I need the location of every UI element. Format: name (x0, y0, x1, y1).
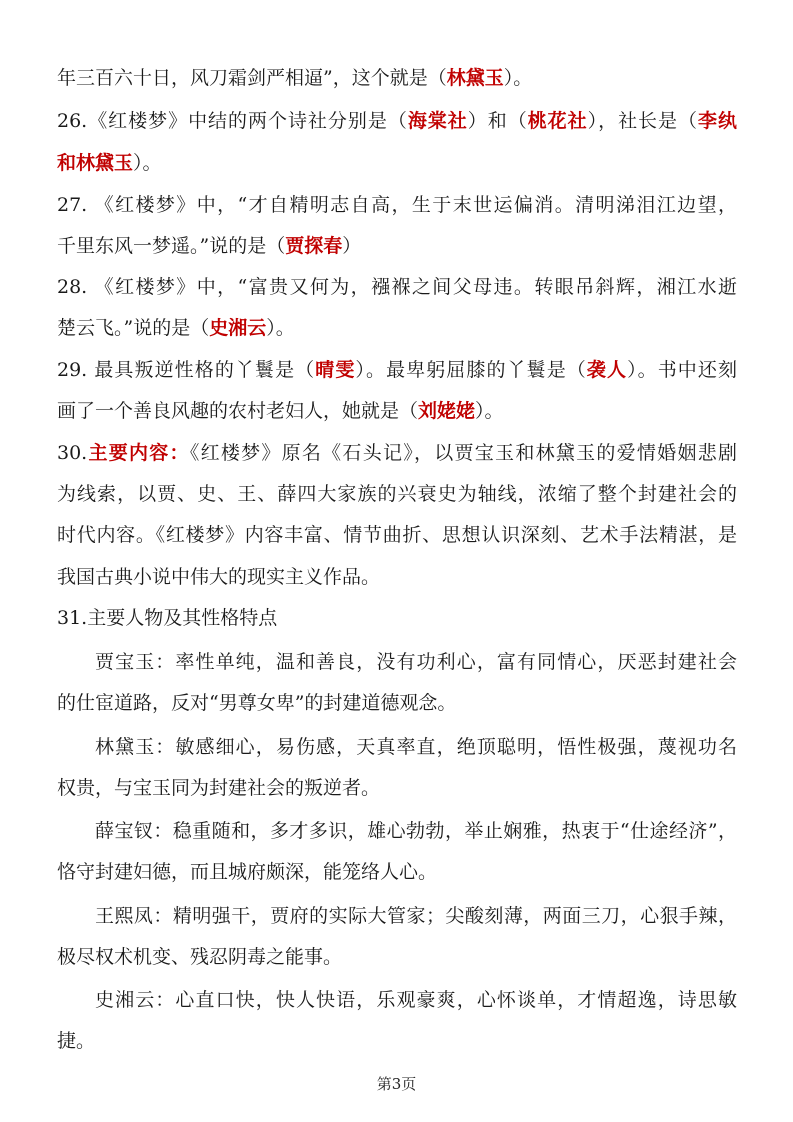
text-line (95, 818, 737, 844)
text-line (57, 65, 737, 91)
text-segment: 28. 《红楼梦》中，“富贵又何为，襁褓之间父母违。转眼吊斜辉，湘江水逝 (57, 276, 737, 298)
answer-text: 海棠社 (407, 110, 468, 132)
text-segment: ），社长是（ (587, 110, 698, 132)
text-segment: 27. 《红楼梦》中，“才自精明志自高，生于末世运偏消。清明涕泪江边望， (57, 194, 737, 216)
text-segment: 极尽权术机变、残忍阴毒之能事。 (57, 946, 343, 968)
text-segment: ）。 (133, 152, 162, 174)
text-segment: ）。 (503, 67, 533, 89)
text-line (95, 903, 737, 929)
text-segment: 权贵，与宝玉同为封建社会的叛逆者。 (57, 777, 381, 799)
text-segment: 30. (57, 442, 88, 464)
answer-text: 和林黛玉 (57, 152, 134, 174)
text-line (57, 233, 737, 259)
text-segment: 29. 最具叛逆性格的丫鬟是（ (57, 359, 316, 381)
text-segment: ）和（ (467, 110, 528, 132)
text-line (57, 944, 737, 970)
text-segment: ）。 (266, 317, 295, 339)
answer-text: 刘姥姥 (418, 400, 476, 422)
text-segment: 林黛玉：敏感细心，易伤感，天真率直，绝顶聪明，悟性极强，蔑视功名 (95, 736, 737, 758)
answer-text: 贾探春 (285, 235, 343, 257)
page-number: 第3页 (376, 1075, 417, 1093)
text-segment: 贾宝玉：率性单纯，温和善良，没有功利心，富有同情心，厌恶封建社会 (95, 651, 737, 673)
text-segment: 年三百六十日，风刀霜剑严相逼”，这个就是（ (57, 67, 447, 89)
text-segment: 的仕宦道路，反对“男尊女卑”的封建道德观念。 (57, 692, 457, 714)
text-segment: 捷。 (57, 1030, 96, 1052)
text-line (95, 649, 737, 675)
text-line (57, 522, 737, 548)
text-line (57, 481, 737, 507)
answer-text: 桃花社 (527, 110, 588, 132)
text-segment: ） (342, 235, 362, 257)
text-line (57, 564, 737, 590)
text-line (57, 357, 737, 383)
text-line (57, 398, 737, 424)
text-segment: 千里东风一梦遥。”说的是（ (57, 235, 286, 257)
text-segment: ）。书中还刻 (627, 359, 737, 381)
text-line (57, 859, 737, 885)
text-segment: 恪守封建妇德，而且城府颇深，能笼络人心。 (57, 861, 438, 883)
text-line (57, 440, 737, 466)
text-segment: 《红楼梦》原名《石头记》，以贾宝玉和林黛玉的爱情婚姻悲剧 (189, 442, 737, 464)
text-line (57, 605, 737, 631)
text-segment: 26.《红楼梦》中结的两个诗社分别是（ (57, 110, 408, 132)
text-line (57, 108, 737, 134)
text-line (95, 734, 737, 760)
text-line (57, 274, 737, 300)
text-line (57, 192, 737, 218)
text-segment: 我国古典小说中伟大的现实主义作品。 (57, 566, 381, 588)
text-segment: 史湘云：心直口快，快人快语，乐观豪爽，心怀谈单，才情超逸，诗思敏 (95, 989, 737, 1011)
text-line (57, 775, 737, 801)
text-line (57, 150, 737, 176)
answer-text: 李纨 (697, 110, 737, 132)
text-segment: ）。 (475, 400, 504, 422)
text-segment: 画了一个善良风趣的农村老妇人，她就是（ (57, 400, 419, 422)
text-line (57, 690, 737, 716)
answer-text: 晴雯 (315, 359, 356, 381)
answer-text: 林黛玉 (446, 67, 504, 89)
answer-text: 袭人 (586, 359, 628, 381)
text-line (57, 1028, 737, 1054)
text-segment: 楚云飞。”说的是（ (57, 317, 210, 339)
text-segment: 薛宝钗：稳重随和，多才多识，雄心勃勃，举止娴雅，热衷于“仕途经济”， (95, 820, 737, 842)
answer-text: 主要内容： (87, 442, 190, 464)
text-segment: 31.主要人物及其性格特点 (57, 607, 278, 629)
answer-text: 史湘云 (209, 317, 267, 339)
text-segment: 为线索，以贾、史、王、薛四大家族的兴衰史为轴线，浓缩了整个封建社会的 (57, 483, 737, 505)
text-segment: ）。最卑躬屈膝的丫鬟是（ (355, 359, 587, 381)
text-line (57, 315, 737, 341)
text-line (95, 987, 737, 1013)
text-segment: 王熙凤：精明强干，贾府的实际大管家；尖酸刻薄，两面三刀，心狠手辣， (95, 905, 737, 927)
text-segment: 时代内容。《红楼梦》内容丰富、情节曲折、思想认识深刻、艺术手法精湛，是 (57, 524, 737, 546)
